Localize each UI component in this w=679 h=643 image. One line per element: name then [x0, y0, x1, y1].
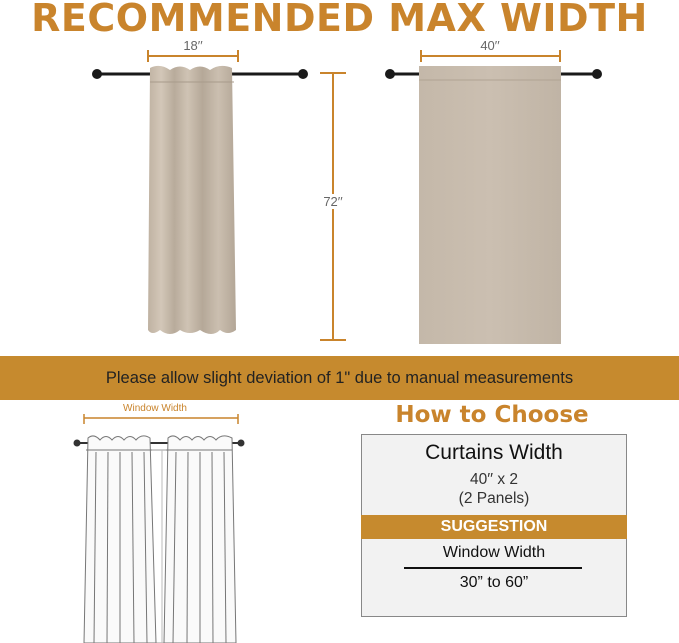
diagram-left-panel — [84, 436, 156, 643]
deviation-notice-text: Please allow slight deviation of 1" due to manual measurements — [105, 369, 574, 387]
diagram-window-width-label: Window Width — [123, 403, 187, 414]
curtain-illustrations — [0, 30, 679, 355]
diagram-right-panel — [164, 436, 236, 643]
window-width-bracket — [84, 414, 238, 424]
window-curtain-diagram — [60, 412, 260, 643]
curtains-width-value: 40′′ x 2 — [469, 471, 519, 488]
deviation-notice-band — [0, 356, 679, 400]
height-label: 72′′ — [313, 194, 353, 209]
page-title: RECOMMENDED MAX WIDTH — [31, 0, 648, 40]
right-curtain-panel — [419, 66, 561, 344]
left-width-label: 18′′ — [183, 38, 203, 53]
window-width-label: Window Width — [442, 544, 546, 561]
right-width-label: 40′′ — [480, 38, 500, 53]
curtains-width-label: Curtains Width — [425, 441, 563, 464]
panels-count: (2 Panels) — [458, 490, 530, 507]
window-width-range: 30” to 60” — [459, 574, 529, 591]
window-width-divider — [404, 567, 582, 569]
left-curtain-panel — [148, 66, 236, 334]
suggestion-band — [361, 515, 627, 539]
how-to-choose-title: How to Choose — [395, 402, 589, 428]
suggestion-label: SUGGESTION — [440, 518, 548, 535]
